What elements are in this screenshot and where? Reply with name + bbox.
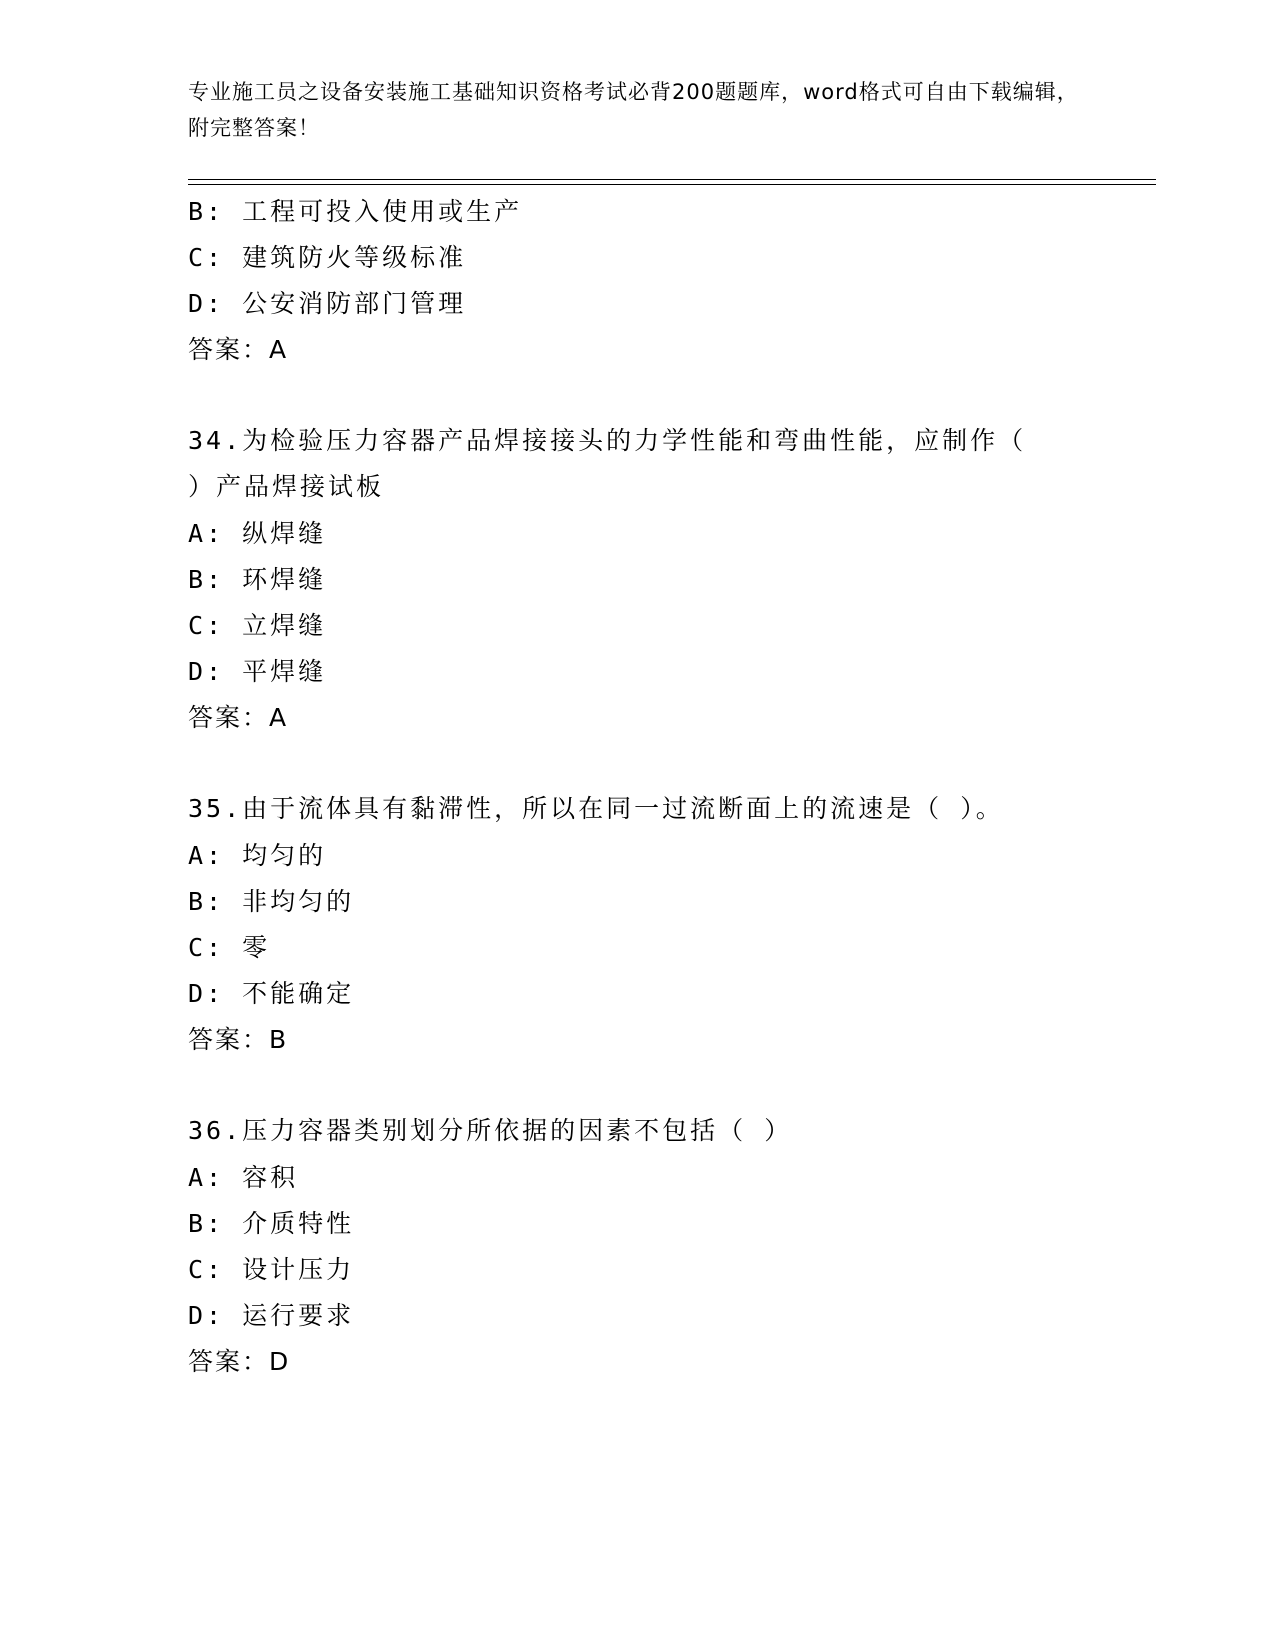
answer-line: 答案：B — [188, 1025, 289, 1054]
option-d: D: 不能确定 — [188, 979, 355, 1008]
option-b: B: 介质特性 — [188, 1209, 355, 1238]
option-c: C: 零 — [188, 933, 271, 962]
header-rule-top — [188, 179, 1156, 180]
question-text-line: ）产品焊接试板 — [188, 472, 385, 501]
answer-line: 答案：D — [188, 1347, 291, 1376]
question-block-36 — [188, 1109, 1048, 1385]
option-a: A: 纵焊缝 — [188, 519, 327, 548]
option-c: C: 立焊缝 — [188, 611, 327, 640]
option-a: A: 容积 — [188, 1163, 299, 1192]
answer-line: 答案：A — [188, 335, 289, 364]
option-list — [188, 511, 1048, 695]
option-list — [188, 1155, 1048, 1339]
option-d: D: 公安消防部门管理 — [188, 289, 467, 318]
option-b: B: 环焊缝 — [188, 565, 327, 594]
question-text-line: 35.由于流体具有黏滞性，所以在同一过流断面上的流速是（ ）。 — [188, 794, 1004, 823]
document-title: 专业施工员之设备安装施工基础知识资格考试必背200题题库，word格式可自由下载编辑，附完整答案！ — [188, 80, 1079, 140]
question-text-line: 34.为检验压力容器产品焊接接头的力学性能和弯曲性能，应制作（ — [188, 426, 1027, 455]
option-d: D: 平焊缝 — [188, 657, 327, 686]
header-rule-bottom — [188, 184, 1156, 185]
option-c: C: 建筑防火等级标准 — [188, 243, 467, 272]
option-b: B: 工程可投入使用或生产 — [188, 197, 523, 226]
option-c: C: 设计压力 — [188, 1255, 355, 1284]
option-a: A: 均匀的 — [188, 841, 327, 870]
question-block-34 — [188, 419, 1048, 741]
answer-line: 答案：A — [188, 703, 289, 732]
option-list — [188, 833, 1048, 1017]
question-text-line: 36.压力容器类别划分所依据的因素不包括（ ） — [188, 1116, 793, 1145]
option-d: D: 运行要求 — [188, 1301, 355, 1330]
option-list — [188, 189, 1048, 327]
option-b: B: 非均匀的 — [188, 887, 355, 916]
question-block-35 — [188, 787, 1048, 1063]
question-block-33 — [188, 189, 1048, 373]
document-body — [188, 189, 1048, 1431]
